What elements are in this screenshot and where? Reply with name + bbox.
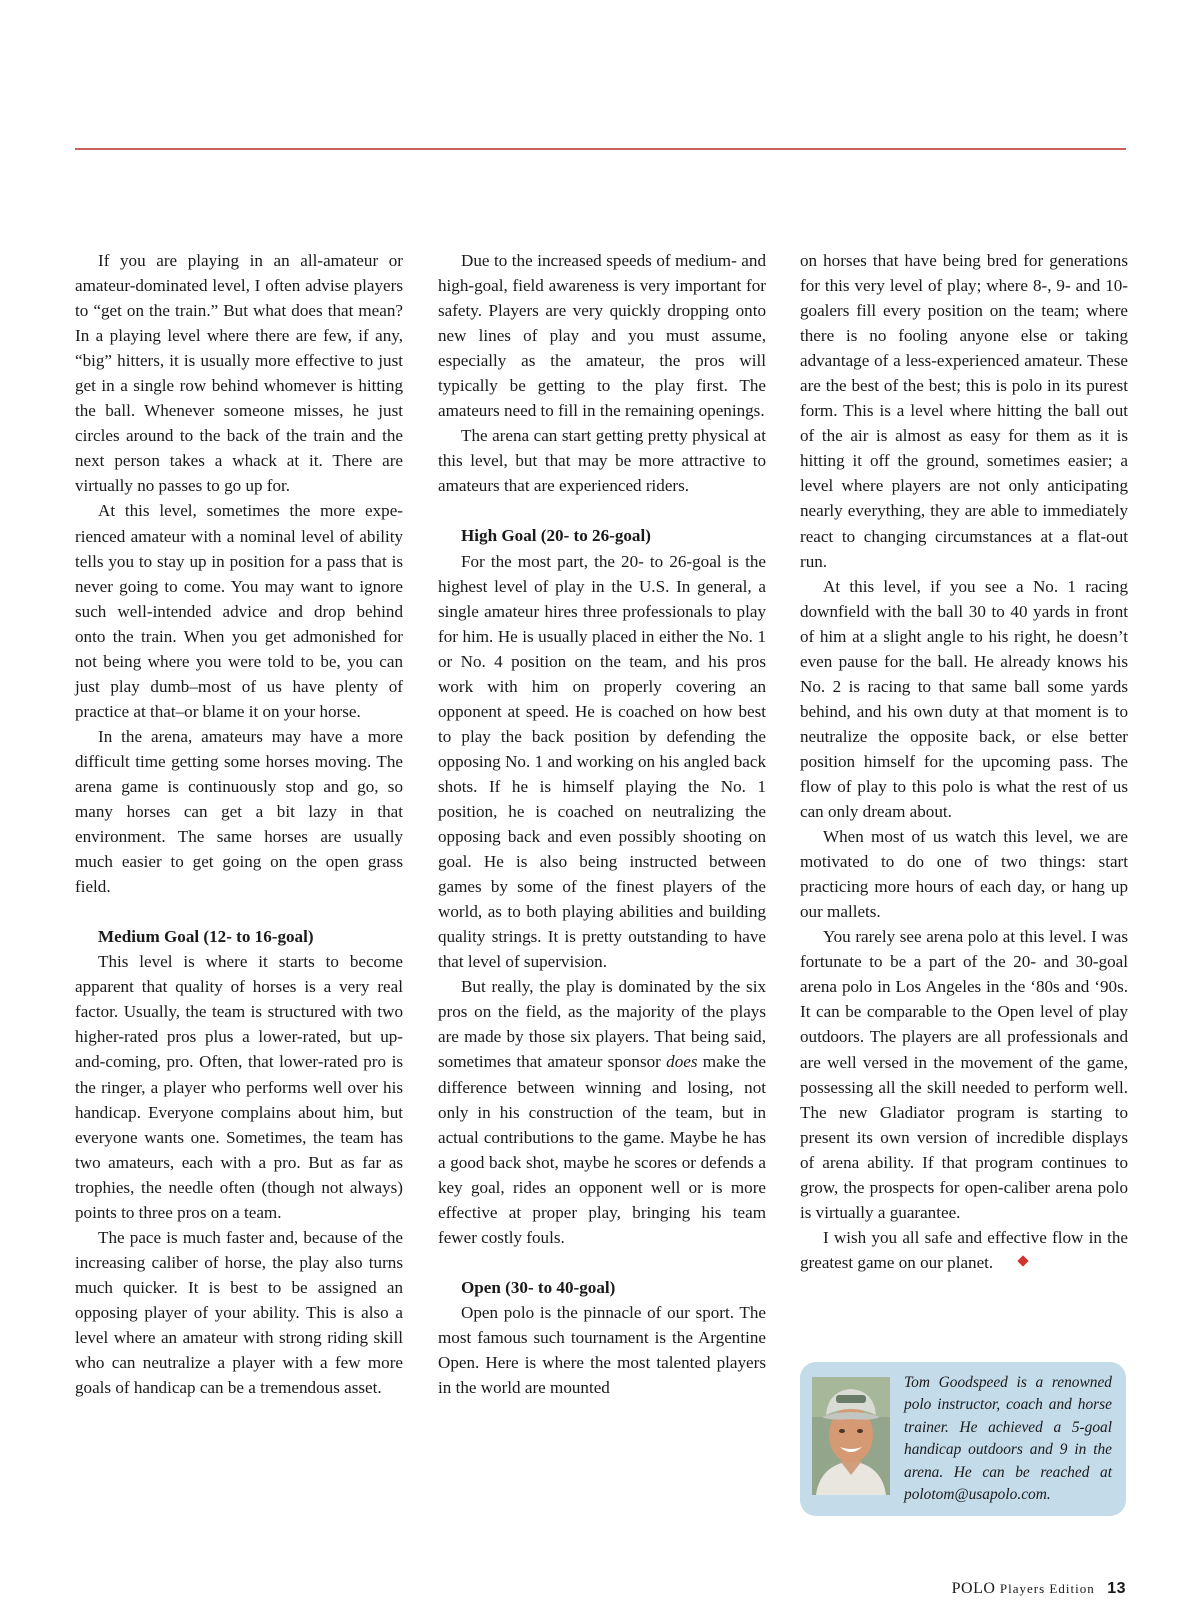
footer-publication-name: Players Edition	[999, 1581, 1095, 1596]
column-2	[438, 248, 766, 1400]
footer-publication-polo: POLO	[951, 1580, 996, 1597]
top-rule	[75, 148, 1126, 150]
paragraph: The arena can start getting pretty physical at this level, but that may be more attractive to amateurs that are experienced riders.	[438, 426, 766, 496]
author-portrait-image	[812, 1377, 890, 1495]
text-run: I wish you all safe and effective flow in the greatest game on our planet.	[800, 1227, 1128, 1272]
paragraph: Due to the increased speeds of medium- and high-goal, field awareness is very important for safety. Players are very quickly dropping onto new lines of play and you must assume, especially as the amateur, the pros will typically be getting to the play first. The amateurs need to fill in the remaining openings.	[438, 251, 766, 421]
author-photo	[812, 1377, 890, 1495]
paragraph: You rarely see arena polo at this level. I was fortunate to be a part of the 20- and 30-goal arena polo in Los Angeles in the ‘80s and ‘90s. It can be comparable to the Open level of play outdoors. The players are all professionals and are well versed in the movement of the game, possessing all the skill needed to perform well. The new Gladiator program is starting to present its own version of incredible displays of arena ability. If that program continues to grow, the prospects for open-caliber arena polo is virtually a guarantee.	[800, 927, 1128, 1222]
paragraph	[800, 1225, 1128, 1275]
paragraph: on horses that have being bred for generations for this very level of play; where 8-, 9- and 10-goalers fill every position on the team; where there is no fooling anyone else or taking advantage of a less-experienced amateur. These are the best of the best; this is polo in its purest form. This is a level where hitting the ball out of the air is almost as easy for them as it is hitting it off the ground, sometimes easier; a level where players are not only anticipating nearly everything, they are able to immediately react to changing circumstances at a flat-out run.	[800, 251, 1128, 571]
column-1	[75, 248, 403, 1400]
paragraph: At this level, if you see a No. 1 racing downfield with the ball 30 to 40 yards in front of him at a slight angle to his right, he doesn’t even pause for the ball. He already knows his No. 2 is racing to that same ball some yards behind, and his own duty at that moment is to neutralize the opposite back, or else better position himself for the upcoming pass. The flow of play to this polo is what the rest of us can only dream about.	[800, 576, 1128, 822]
section-heading-open: Open (30- to 40-goal)	[461, 1277, 616, 1297]
paragraph: Open polo is the pinnacle of our sport. The most famous such tournament is the Argentine Open. Here is where the most talented players in the world are mounted	[438, 1302, 766, 1398]
end-mark-diamond-icon	[1018, 1255, 1029, 1266]
page-footer	[900, 1580, 1126, 1598]
author-bio-text: Tom Goodspeed is a renowned polo instructor, coach and horse trainer. He achieved a 5-goal handicap outdoors and 9 in the arena. He can be reached at polotom@usapolo.com.	[904, 1374, 1112, 1504]
text-run: But really, the play is dominated by the six pros on the field, as the majority of the plays are made by those six players. That being said, sometimes that amateur sponsor	[438, 977, 766, 1072]
paragraph: If you are playing in an all-amateur or amateur-dominated level, I often advise players to “get on the train.” But what does that mean? In a playing level where there are few, if any, “big” hitters, it is usually more effective to just get in a single row behind whomever is hitting the ball. Whenever someone misses, he just circles around to the back of the train and the next person takes a whack at it. There are virtually no passes to go up for.	[75, 251, 403, 496]
paragraph	[438, 974, 766, 1250]
paragraph: The pace is much faster and, because of the increasing caliber of horse, the play also turns much quicker. It is best to be assigned an opposing player of your ability. This is also a level where an amateur with strong riding skill who can neutralize a player with a few more goals of handicap can be a tremendous asset.	[75, 1227, 403, 1398]
section-heading-medium-goal: Medium Goal (12- to 16-goal)	[98, 927, 314, 947]
paragraph: For the most part, the 20- to 26-goal is the highest level of play in the U.S. In general, a single amateur hires three professionals to play for him. He is usually placed in either the No. 1 or No. 4 position on the team, and his pros work with him on properly covering an opponent at speed. He is coached on how best to play the back position by defending the opposing No. 1 and working on his angled back shots. If he is himself playing the No. 1 position, he is coached on neutralizing the opposing back and even possibly shooting on goal. He is also being instructed between games by some of the finest players of the world, as to both playing abilities and building quality strings. It is pretty outstanding to have that level of supervision.	[438, 551, 766, 972]
section-heading-high-goal: High Goal (20- to 26-goal)	[461, 526, 651, 546]
text-run: make the difference between winning and losing, not only in his construction of the team, but in actual contributions to the game. Maybe he has a good back shot, maybe he scores or defends a key goal, rides an opponent well or is more effective at proper play, bringing his team fewer costly fouls.	[438, 1052, 766, 1247]
page-number: 13	[1107, 1580, 1126, 1597]
paragraph: In the arena, amateurs may have a more difficult time getting some horses moving. The arena game is continuously stop and go, so many horses can get a bit lazy in that environment. The same horses are usually much easier to get going on the open grass field.	[75, 726, 403, 897]
paragraph: At this level, sometimes the more experienced amateur with a nominal level of ability tells you to stay up in position for a pass that is never going to come. You may want to ignore such well-intended advice and drop behind onto the train. When you get admonished for not being where you were told to be, you can just play dumb–most of us have plenty of practice at that–or blame it on your horse.	[75, 501, 403, 721]
emphasis: does	[666, 1052, 698, 1072]
paragraph: When most of us watch this level, we are motivated to do one of two things: start practicing more hours of each day, or hang up our mallets.	[800, 827, 1128, 922]
column-3	[800, 248, 1128, 1275]
author-bio-box	[800, 1362, 1126, 1516]
paragraph: This level is where it starts to become apparent that quality of horses is a very real factor. Usually, the team is structured with two higher-rated pros plus a lower-rated, but up-and-coming, pro. Often, that lower-rated pro is the ringer, a player who performs well over his handicap. Everyone complains about him, but everyone wants one. Sometimes, the team has two amateurs, each with a pro. But as far as trophies, the needle often (though not always) points to three pros on a team.	[75, 952, 403, 1222]
